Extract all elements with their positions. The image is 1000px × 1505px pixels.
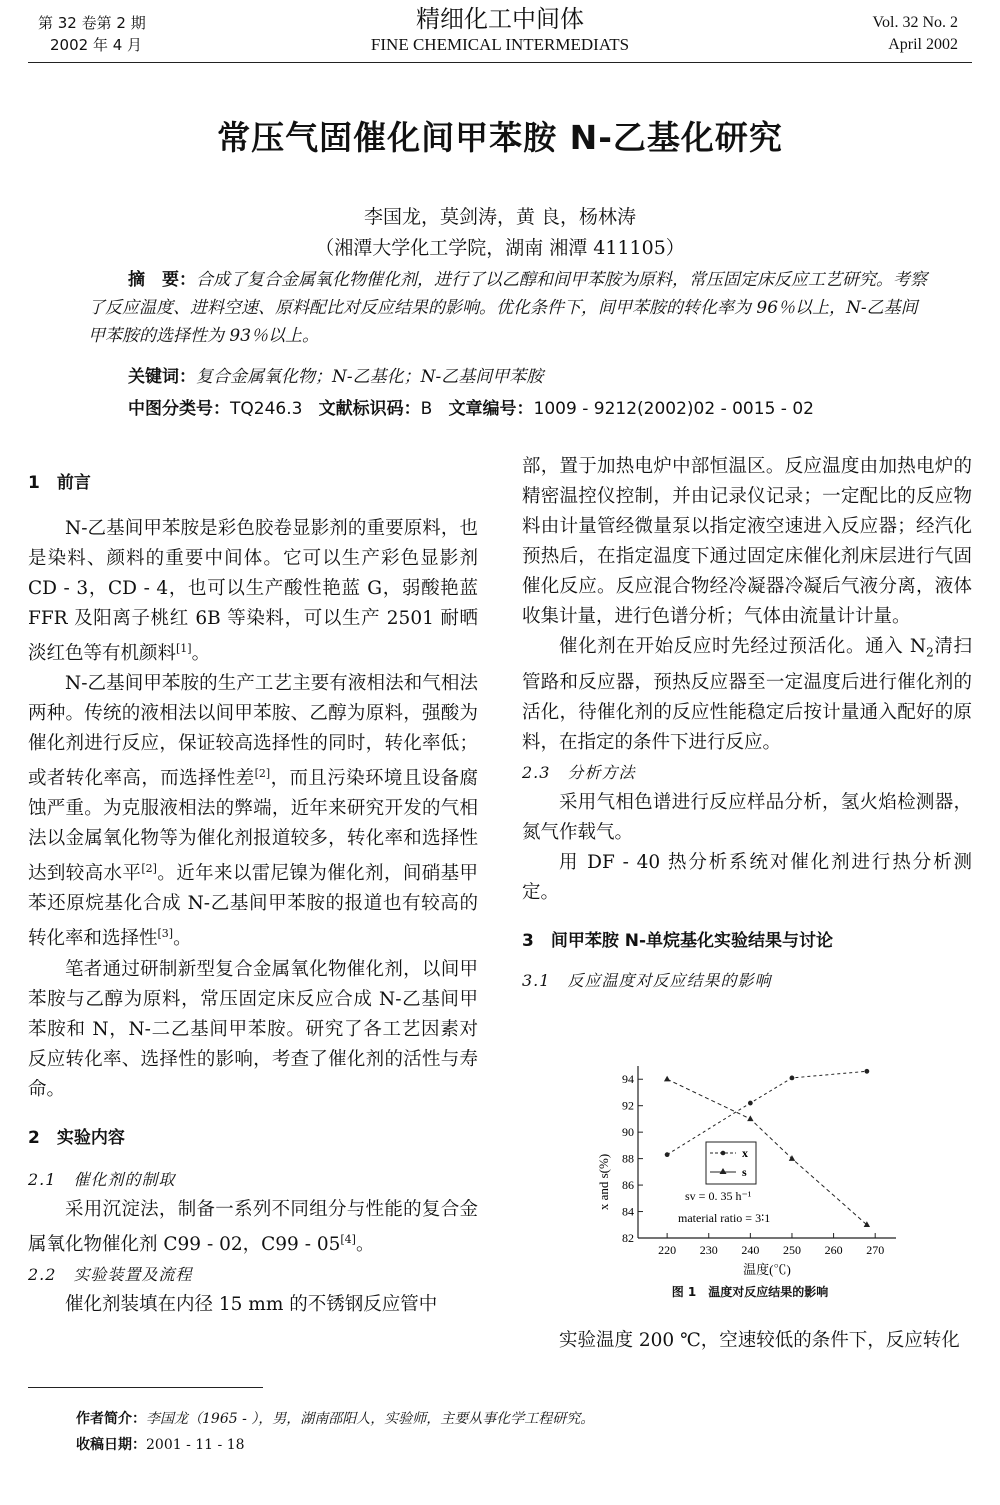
x-tick-label: 260 xyxy=(824,1243,843,1257)
y-tick-label: 82 xyxy=(622,1231,634,1245)
legend-x-marker xyxy=(721,1151,726,1156)
y-tick-label: 86 xyxy=(622,1178,634,1193)
chart-legend xyxy=(706,1142,756,1184)
figure-caption: 图 1 温度对反应结果的影响 xyxy=(671,1285,829,1299)
data-point-x xyxy=(748,1101,753,1106)
paragraph-text: 催化剂在开始反应时先经过预活化。通入 N xyxy=(559,636,927,657)
footnote-rule xyxy=(28,1387,263,1388)
paragraph-text: ，而且污染环境且设备腐蚀严重。为克服液相法的弊端，近年来研究开发的气相法以金属氧化物等为催化剂报道较多，转化率和选择性达到较高水平 xyxy=(28,768,478,885)
citation: [3] xyxy=(157,927,174,941)
footnote-author xyxy=(76,1408,594,1428)
x-axis-label: 温度(℃) xyxy=(743,1262,791,1277)
doc-code-label: 文献标识码： xyxy=(318,399,421,419)
header-rule xyxy=(28,62,972,63)
paragraph xyxy=(522,632,972,758)
legend-box xyxy=(706,1142,756,1184)
paragraph: 采用气相色谱进行反应样品分析，氢火焰检测器，氮气作载气。 xyxy=(522,791,972,843)
paragraph-text: 采用沉淀法，制备一系列不同组分与性能的复合金属氧化物催化剂 C99 - 02，C99 - 05 xyxy=(28,1198,478,1255)
affiliation: （湘潭大学化工学院，湖南 湘潭 411105） xyxy=(315,237,685,259)
paragraph-text: 。近年来以雷尼镍为催化剂，间硝基甲苯还原烷基化合成 N-乙基间甲苯胺的报道也有较高的转化率和选择性 xyxy=(28,863,478,950)
section-2-1-title: 2.1 催化剂的制取 xyxy=(28,1169,176,1189)
clc-code: TQ246.3 xyxy=(230,399,303,419)
citation: [2] xyxy=(254,767,271,781)
paragraph-text: 清扫管路和反应器，预热反应器至一定温度后进行催化剂的活化，待催化剂的反应性能稳定后按计量通入配好的原料，在指定的条件下进行反应。 xyxy=(522,636,972,753)
date-cn: 2002 年 4 月 xyxy=(50,36,143,54)
keywords xyxy=(128,362,543,387)
legend-s-label: s xyxy=(742,1165,747,1179)
journal-volume-en xyxy=(873,12,959,56)
subscript: 2 xyxy=(926,645,934,660)
paper-title: 常压气固催化间甲苯胺 N-乙基化研究 xyxy=(217,118,783,157)
paragraph xyxy=(28,1195,478,1260)
doc-code: B xyxy=(420,399,433,419)
y-tick-label: 94 xyxy=(622,1072,634,1087)
paragraph-end: 。 xyxy=(173,928,192,950)
journal-volume-cn xyxy=(38,12,146,56)
clc-label: 中图分类号： xyxy=(128,399,230,419)
received-date: 2001 - 11 - 18 xyxy=(146,1437,245,1453)
figure-1-chart xyxy=(560,1052,940,1302)
footnote-date xyxy=(76,1434,245,1454)
x-tick-label: 220 xyxy=(658,1243,677,1257)
author-bio-label: 作者简介： xyxy=(76,1411,146,1427)
article-id-label: 文章编号： xyxy=(448,399,534,419)
legend-x-label: x xyxy=(742,1146,748,1160)
data-point-x xyxy=(790,1076,795,1081)
journal-name xyxy=(330,4,670,56)
keywords-text: 复合金属氧化物；N-乙基化；N-乙基间甲苯胺 xyxy=(196,367,544,387)
paragraph: 笔者通过研制新型复合金属氧化物催化剂，以间甲苯胺与乙醇为原料，常压固定床反应合成 N-乙基间甲苯胺和 N，N-二乙基间甲苯胺。研究了各工艺因素对反应转化率、选择性的影响，考查了催化剂的活性与寿命。 xyxy=(28,958,478,1100)
author-bio-text: 李国龙（1965 - ），男，湖南邵阳人，实验师，主要从事化学工程研究。 xyxy=(146,1411,595,1427)
series-line-x xyxy=(667,1071,867,1154)
citation: [4] xyxy=(340,1232,356,1246)
data-point-x xyxy=(665,1152,670,1157)
x-tick-label: 230 xyxy=(699,1243,718,1257)
paragraph: 催化剂装填在内径 15 mm 的不锈钢反应管中 xyxy=(65,1293,438,1315)
data-point-x xyxy=(864,1069,869,1074)
y-tick-label: 92 xyxy=(622,1098,634,1113)
legend-s-marker xyxy=(720,1168,727,1174)
paragraph-end: 。 xyxy=(355,1233,375,1255)
journal-name-en: FINE CHEMICAL INTERMEDIATS xyxy=(370,35,630,54)
citation: [2] xyxy=(141,862,157,876)
chart-ticks xyxy=(622,1072,884,1257)
volume-issue-cn: 第 32 卷第 2 期 xyxy=(38,14,146,32)
abstract-label: 摘 要： xyxy=(128,270,196,290)
journal-name-cn: 精细化工中间体 xyxy=(416,5,584,33)
received-date-label: 收稿日期： xyxy=(76,1437,146,1453)
paragraph-text: N-乙基间甲苯胺是彩色胶卷显影剂的重要原料，也是染料、颜料的重要中间体。它可以生产彩色显影剂 CD - 3，CD - 4，也可以生产酸性艳蓝 G，弱酸艳蓝 FFR 及阳离子桃红 6B 等染料，可以生产 2501 耐晒淡红色等有机颜料 xyxy=(28,518,478,665)
abstract xyxy=(88,266,928,350)
authors: 李国龙，莫剑涛，黄 良，杨林涛 xyxy=(363,206,637,228)
data-point-s xyxy=(789,1155,795,1161)
paragraph xyxy=(28,514,478,669)
paragraph-text: N-乙基间甲苯胺的生产工艺主要有液相法和气相法两种。传统的液相法以间甲苯胺、乙醇为原料，强酸为催化剂进行反应，保证较高选择性的同时，转化率低；或者转化率高，而选择性差 xyxy=(28,673,478,790)
article-id: 1009 - 9212(2002)02 - 0015 - 02 xyxy=(533,399,814,419)
right-column-top xyxy=(522,452,972,996)
paragraph-end: 。 xyxy=(191,643,211,665)
left-column xyxy=(28,468,478,1320)
section-2-3-title: 2.3 分析方法 xyxy=(522,762,636,782)
citation: [1] xyxy=(176,642,192,655)
data-point-s xyxy=(664,1076,670,1082)
data-point-s xyxy=(747,1115,753,1121)
section-2-title: 2 实验内容 xyxy=(28,1127,125,1148)
abstract-text: 合成了复合金属氧化物催化剂，进行了以乙醇和间甲苯胺为原料，常压固定床反应工艺研究。考察了反应温度、进料空速、原料配比对反应结果的影响。优化条件下，间甲苯胺的转化率为 96％以上，N-乙基间甲苯胺的选择性为 93％以上。 xyxy=(88,270,927,346)
y-axis-label: x and s(%) xyxy=(596,1153,611,1211)
section-1-title: 1 前言 xyxy=(28,473,91,493)
x-tick-label: 250 xyxy=(782,1243,801,1257)
paragraph: 用 DF - 40 热分析系统对催化剂进行热分析测定。 xyxy=(522,851,972,903)
section-3-title: 3 间甲苯胺 N-单烷基化实验结果与讨论 xyxy=(522,930,834,951)
classification xyxy=(128,394,814,419)
x-tick-label: 240 xyxy=(741,1243,760,1257)
annotation-sv: sv = 0. 35 h⁻¹ xyxy=(685,1189,752,1203)
y-tick-label: 88 xyxy=(622,1151,634,1166)
date-en: April 2002 xyxy=(888,36,958,53)
x-tick-label: 270 xyxy=(866,1243,885,1257)
volume-issue-en: Vol. 32 No. 2 xyxy=(872,14,958,31)
chart-series xyxy=(664,1069,870,1227)
keywords-label: 关键词： xyxy=(128,367,196,387)
paragraph: 实验温度 200 ℃，空速较低的条件下，反应转化 xyxy=(559,1330,960,1351)
right-column-bottom xyxy=(522,1326,972,1356)
section-2-2-title: 2.2 实验装置及流程 xyxy=(28,1264,193,1284)
annotation-ratio: material ratio = 3∶1 xyxy=(678,1211,771,1225)
paragraph xyxy=(28,669,478,954)
paragraph: 部，置于加热电炉中部恒温区。反应温度由加热电炉的精密温控仪控制，并由记录仪记录；一定配比的反应物料由计量管经微量泵以指定液空速进入反应器；经汽化预热后，在指定温度下通过固定床催化剂床层进行气固催化反应。反应混合物经冷凝器冷凝后气液分离，液体收集计量，进行色谱分析；气体由流量计计量。 xyxy=(522,456,972,627)
y-tick-label: 90 xyxy=(622,1125,634,1140)
section-3-1-title: 3.1 反应温度对反应结果的影响 xyxy=(522,970,772,990)
y-tick-label: 84 xyxy=(622,1204,634,1219)
